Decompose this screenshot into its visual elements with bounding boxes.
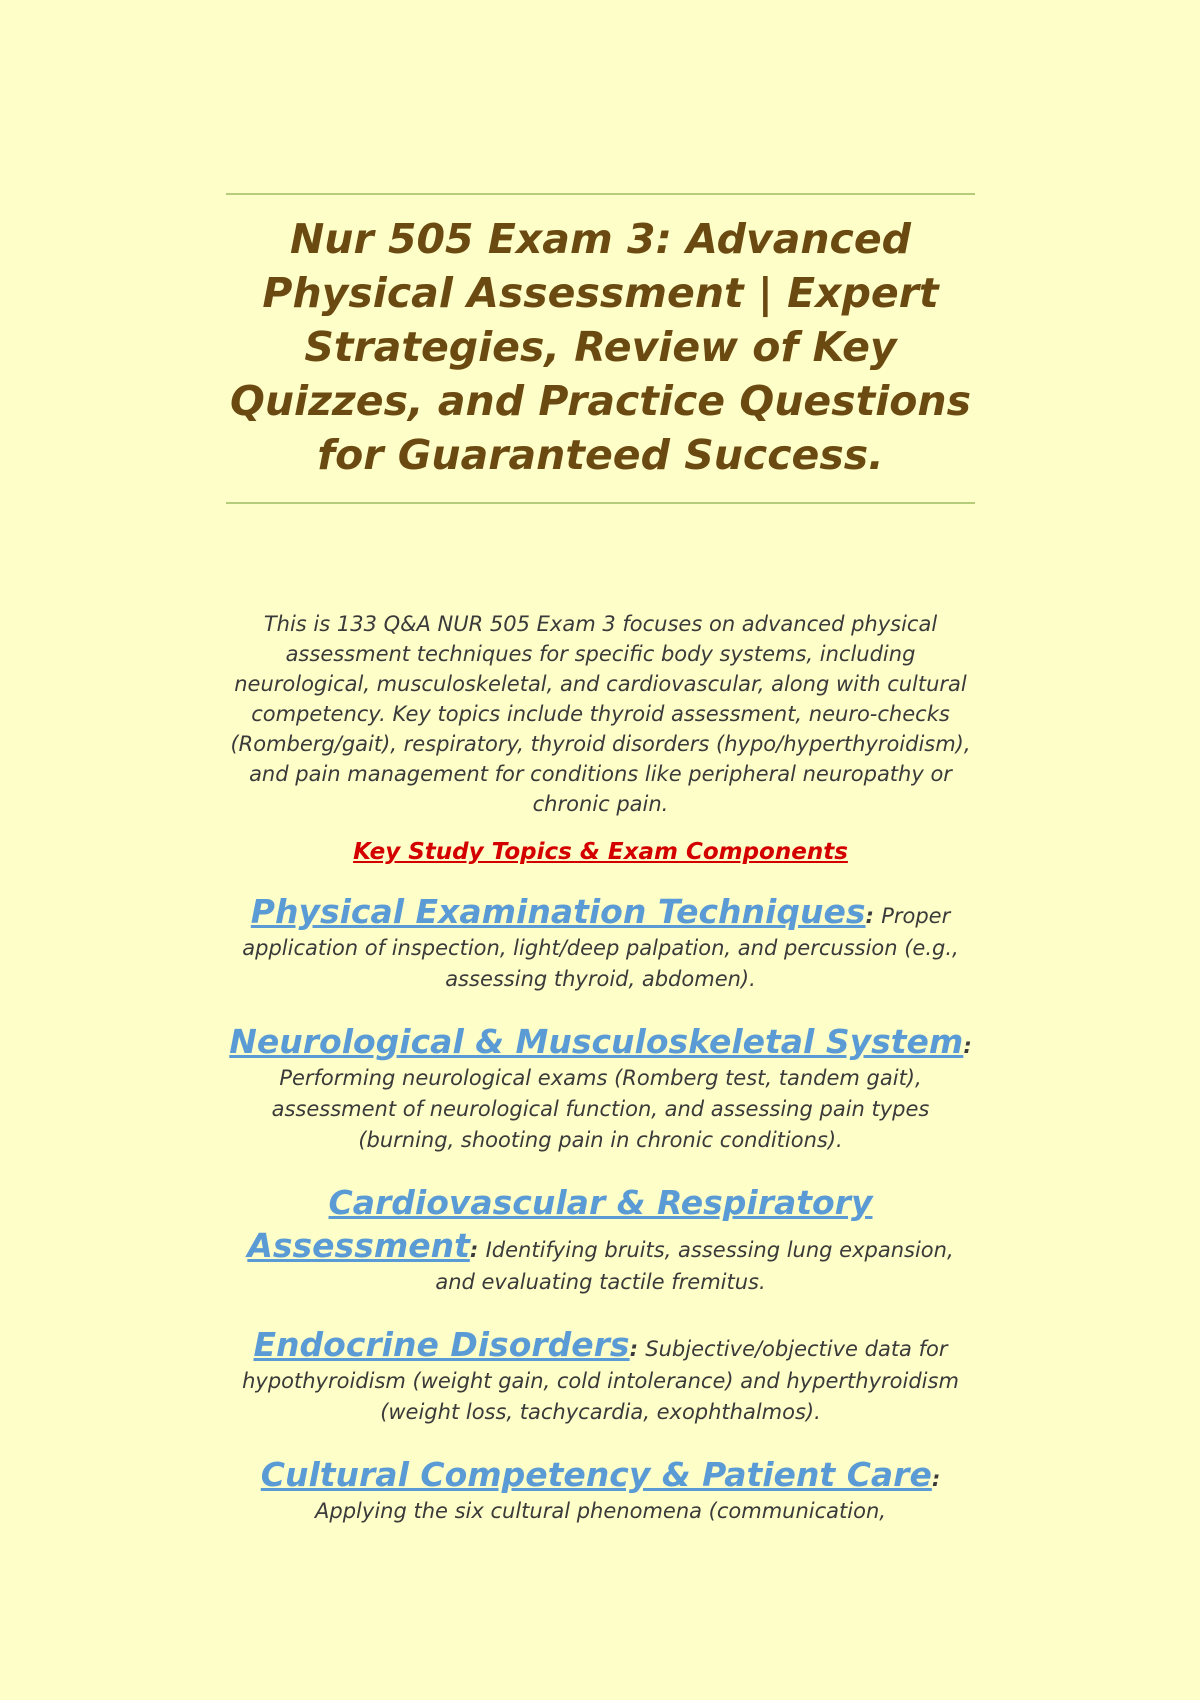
topic-link-cardiovascular-respiratory[interactable]: Cardiovascular & Respiratory Assessment [247, 1183, 873, 1265]
topic-colon: : [963, 1034, 972, 1058]
topic-item [226, 1453, 975, 1527]
topic-description: Applying the six cultural phenomena (communication, [315, 1499, 886, 1523]
topic-colon: : [629, 1337, 646, 1361]
section-heading: Key Study Topics & Exam Components [353, 839, 848, 865]
topic-colon: : [931, 1467, 941, 1491]
topic-colon: : [469, 1238, 486, 1262]
topic-item [226, 1020, 975, 1156]
topic-description: Proper application of inspection, light/deep palpation, and percussion (e.g., assessing thyroid, abdomen). [242, 904, 959, 991]
topic-item [226, 890, 975, 995]
topic-colon: : [865, 904, 882, 928]
topic-link-endocrine-disorders[interactable]: Endocrine Disorders [253, 1325, 630, 1364]
title-top-divider [226, 193, 975, 195]
page-title: Nur 505 Exam 3: Advanced Physical Assessment | Expert Strategies, Review of Key Quizzes, and Practice Questions for Guaranteed Success. [229, 215, 972, 479]
topic-link-physical-examination[interactable]: Physical Examination Techniques [250, 892, 866, 931]
topic-description: Subjective/objective data for hypothyroidism (weight gain, cold intolerance) and hyperthyroidism (weight loss, tachycardia, exophthalmos). [242, 1337, 959, 1424]
title-bottom-divider [226, 502, 975, 504]
topic-link-neurological-musculoskeletal[interactable]: Neurological & Musculoskeletal System [229, 1022, 964, 1061]
topic-item [226, 1323, 975, 1428]
topic-link-cultural-competency[interactable]: Cultural Competency & Patient Care [260, 1455, 932, 1494]
topic-description: Identifying bruits, assessing lung expansion, and evaluating tactile fremitus. [435, 1238, 954, 1294]
topic-item [226, 1181, 975, 1298]
topic-description: Performing neurological exams (Romberg test, tandem gait), assessment of neurological function, and assessing pain types (burning, shooting pain in chronic conditions). [271, 1066, 930, 1152]
intro-paragraph: This is 133 Q&A NUR 505 Exam 3 focuses on advanced physical assessment techniques for specific body systems, including neurological, musculoskeletal, and cardiovascular, along with cultural competency. Key topics include thyroid assessment, neuro-checks (Romberg/gait), respiratory, thyroid disorders (hypo/hyperthyroidism), and pain management for conditions like peripheral neuropathy or chronic pain. [230, 612, 971, 816]
topic-list [226, 890, 975, 1552]
